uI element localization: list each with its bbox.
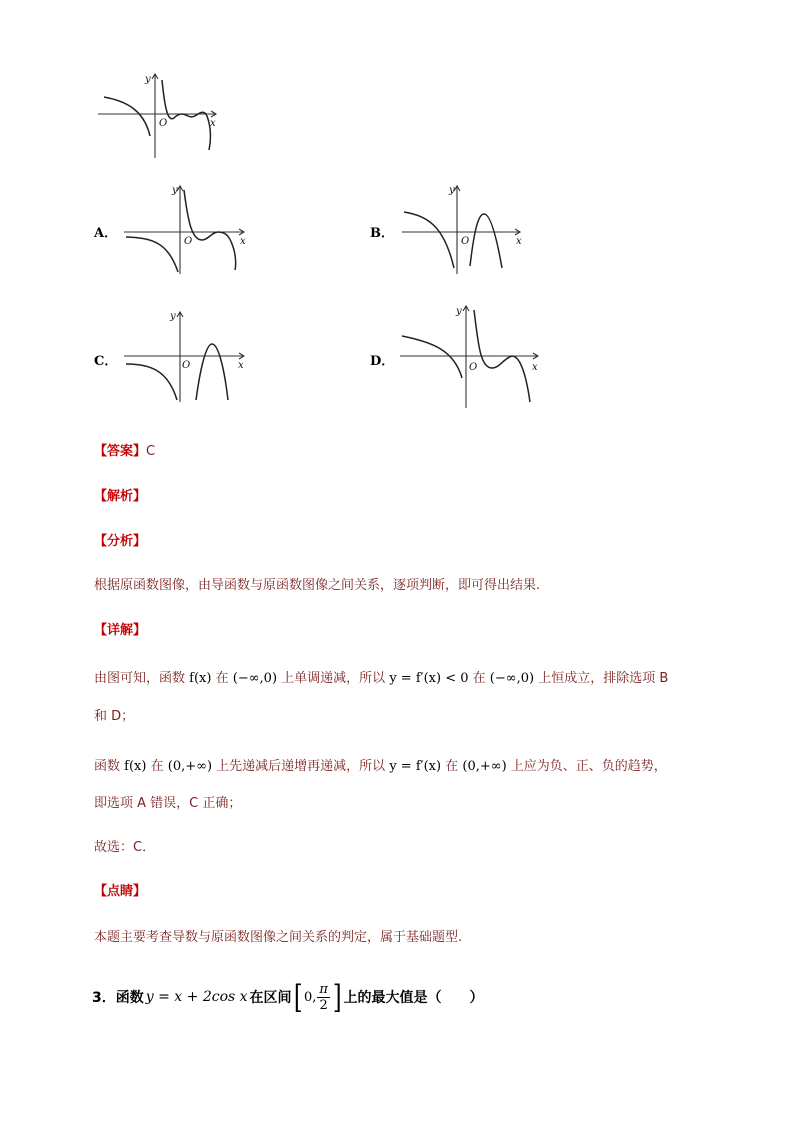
xiangjie-heading xyxy=(94,619,146,638)
origin-label: O xyxy=(182,360,191,371)
jiexi-heading xyxy=(94,485,146,504)
math-derivative: y = f′(x) xyxy=(389,759,442,774)
detail-text: 在 xyxy=(215,671,229,686)
question-3 xyxy=(92,978,484,1016)
detail-text: 上恒成立，排除选项 B xyxy=(538,671,669,686)
fenxi-heading xyxy=(94,530,146,549)
x-axis-label: x xyxy=(238,360,244,371)
detail-line-3 xyxy=(94,755,667,774)
origin-label: O xyxy=(461,236,470,247)
detail-line-5: 故选：C． xyxy=(94,840,156,855)
original-function-graph xyxy=(96,70,226,160)
right-bracket: ] xyxy=(332,978,342,1016)
math-derivative-inequality: y = f′(x) < 0 xyxy=(389,671,469,686)
option-a-graph[interactable] xyxy=(122,182,252,277)
curve-left-branch xyxy=(104,97,150,136)
detail-text: 在 xyxy=(150,759,164,774)
curve-left-branch xyxy=(404,212,454,268)
detail-text: 上应为负、正、负的趋势， xyxy=(510,759,667,774)
fraction-denominator: 2 xyxy=(319,997,328,1013)
fenxi-text: 根据原函数图像，由导函数与原函数图像之间关系，逐项判断，即可得出结果. xyxy=(94,578,541,593)
detail-line-2: 和 D； xyxy=(94,709,135,724)
option-c-label[interactable]: C． xyxy=(94,354,118,369)
answer-line xyxy=(94,440,155,459)
detail-text: 函数 xyxy=(94,759,121,774)
y-axis-label: y xyxy=(145,74,151,85)
left-bracket: [ xyxy=(293,978,303,1016)
origin-label: O xyxy=(184,236,193,247)
curve-left-branch xyxy=(126,364,177,400)
answer-value: C xyxy=(146,444,156,459)
dianjing-text: 本题主要考查导数与原函数图像之间关系的判定，属于基础题型. xyxy=(94,930,463,945)
answer-tag: 【答案】 xyxy=(94,444,147,459)
x-axis-label: x xyxy=(210,118,216,129)
option-b-label[interactable]: B． xyxy=(370,226,394,241)
y-axis-label: y xyxy=(170,311,176,322)
curve-right-hump xyxy=(196,344,228,400)
detail-text: 在 xyxy=(445,759,459,774)
curve-right-branch xyxy=(162,80,210,150)
curve-left-branch xyxy=(126,237,178,272)
option-c-graph[interactable] xyxy=(122,308,252,406)
fraction-pi-over-2 xyxy=(317,982,330,1013)
curve-right-branch xyxy=(184,190,236,270)
curve-right-hump xyxy=(470,214,502,268)
detail-text: 上先递减后递增再递减，所以 xyxy=(216,759,386,774)
q3-number: 3．函数 xyxy=(92,990,144,1006)
jiexi-tag: 【解析】 xyxy=(94,489,147,504)
x-axis-label: x xyxy=(516,236,522,247)
detail-line-4: 即选项 A 错误，C 正确； xyxy=(94,796,242,811)
detail-text: 上单调递减，所以 xyxy=(281,671,386,686)
y-axis-label: y xyxy=(456,306,462,317)
math-interval: (−∞,0) xyxy=(232,671,278,686)
detail-text: 在 xyxy=(472,671,486,686)
option-b-graph[interactable] xyxy=(400,182,530,277)
q3-tail: 上的最大值是（ ） xyxy=(343,990,484,1006)
option-a-label[interactable]: A． xyxy=(94,226,118,241)
fraction-numerator: π xyxy=(319,981,328,997)
detail-text: 由图可知，函数 xyxy=(94,671,186,686)
q3-mid: 在区间 xyxy=(249,990,292,1006)
q3-interval xyxy=(292,978,344,1016)
y-axis-label: y xyxy=(172,185,178,196)
origin-label: O xyxy=(159,118,168,129)
math-interval: (−∞,0) xyxy=(489,671,535,686)
dianjing-heading xyxy=(94,880,146,899)
fenxi-tag: 【分析】 xyxy=(94,534,147,549)
x-axis-label: x xyxy=(532,362,538,373)
detail-line-1 xyxy=(94,667,668,686)
q3-function: y = x + 2cos x xyxy=(145,989,248,1005)
origin-label: O xyxy=(469,362,478,373)
option-d-label[interactable]: D． xyxy=(370,354,395,369)
dianjing-tag: 【点睛】 xyxy=(94,884,147,899)
math-fx: f(x) xyxy=(189,671,212,686)
curve-left-branch xyxy=(402,336,462,378)
x-axis-label: x xyxy=(240,236,246,247)
math-interval: (0,+∞) xyxy=(167,759,213,774)
math-fx: f(x) xyxy=(124,759,147,774)
math-interval: (0,+∞) xyxy=(462,759,507,774)
interval-left: 0, xyxy=(304,989,317,1005)
option-d-graph[interactable] xyxy=(398,302,543,410)
y-axis-label: y xyxy=(449,185,455,196)
xiangjie-tag: 【详解】 xyxy=(94,623,147,638)
